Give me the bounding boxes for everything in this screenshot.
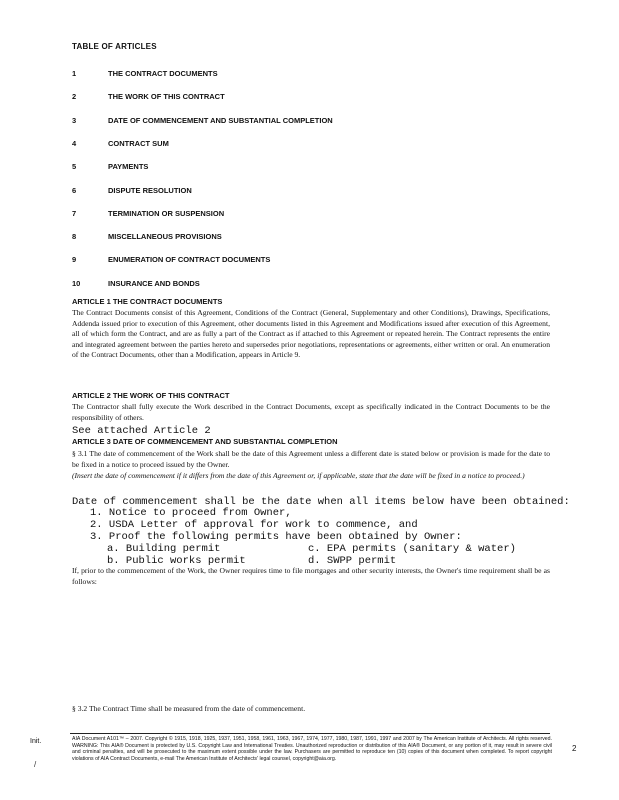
commencement-item-1: 1. Notice to proceed from Owner, <box>90 507 292 519</box>
toc-item-label: CONTRACT SUM <box>108 138 169 148</box>
article-3-heading: ARTICLE 3 DATE OF COMMENCEMENT AND SUBSTANTIAL COMPLETION <box>72 437 338 446</box>
toc-item-number: 6 <box>72 185 77 195</box>
toc-item-label: THE CONTRACT DOCUMENTS <box>108 69 218 78</box>
toc-item-label: MISCELLANEOUS PROVISIONS <box>108 232 222 242</box>
initials-label: Init. <box>30 738 42 745</box>
toc-item-number: 10 <box>72 278 81 288</box>
toc-item-label: DATE OF COMMENCEMENT AND SUBSTANTIAL COMPLETION <box>108 115 333 125</box>
toc-item-label: TERMINATION OR SUSPENSION <box>108 208 225 218</box>
page-number: 2 <box>572 744 577 753</box>
article-1-body: The Contract Documents consist of this Agreement, Conditions of the Contract (General, Supplementary and other Conditions), Drawings, Specifications, Addenda issued prior to execution of this Agreement, other documents listed in this Agreement and Modifications issued after execution of this Agreement, all of which form the Contract, and are as fully a part of the Contract as if attached to this Agreement or repeated herein. The Contract represents the entire and integrated agreement between the parties hereto and supersedes prior negotiations, representations or agreements, either written or oral. An enumeration of the Contract Documents, other than a Modification, appears in Article 9. <box>72 308 550 360</box>
toc-item-number: 1 <box>72 69 77 78</box>
toc-item-label: INSURANCE AND BONDS <box>108 278 200 288</box>
toc-item-number: 4 <box>72 138 77 148</box>
section-3-1-owner-time: If, prior to the commencement of the Work, the Owner requires time to file mortgages and other security interests, the Owner's time requirement shall be as follows: <box>72 566 550 586</box>
section-3-1-text: § 3.1 The date of commencement of the Work shall be the date of this Agreement unless a different date is stated below or provision is made for the date to be fixed in a notice to proceed issued by the Owner. <box>72 449 550 469</box>
footer-rule <box>70 733 550 734</box>
permit-b: b. Public works permit <box>107 555 246 567</box>
article-1-heading: ARTICLE 1 THE CONTRACT DOCUMENTS <box>72 297 223 306</box>
toc-item-number: 3 <box>72 115 77 125</box>
permit-c: c. EPA permits (sanitary & water) <box>308 543 516 555</box>
toc-item-number: 9 <box>72 255 77 265</box>
toc-title: TABLE OF ARTICLES <box>72 42 157 51</box>
permit-d: d. SWPP permit <box>308 555 397 567</box>
article-2-typed-note: See attached Article 2 <box>72 425 211 437</box>
article-2-heading: ARTICLE 2 THE WORK OF THIS CONTRACT <box>72 391 230 400</box>
permit-a: a. Building permit <box>107 543 221 555</box>
toc-item-number: 7 <box>72 208 77 218</box>
toc-item-number: 8 <box>72 232 77 242</box>
article-2-body: The Contractor shall fully execute the Work described in the Contract Documents, except as specifically indicated in the Contract Documents to be the responsibility of others. <box>72 402 550 422</box>
section-3-2-text: § 3.2 The Contract Time shall be measured from the date of commencement. <box>72 704 306 713</box>
commencement-item-2: 2. USDA Letter of approval for work to commence, and <box>90 519 418 531</box>
toc-item-label: PAYMENTS <box>108 162 149 172</box>
toc-item-label: ENUMERATION OF CONTRACT DOCUMENTS <box>108 255 271 265</box>
footer-copyright: AIA Document A101™ – 2007. Copyright © 1915, 1918, 1925, 1937, 1951, 1958, 1961, 1963, 1967, 1974, 1977, 1980, 1987, 1991, 1997 and 2007 by The American Institute of Architects. All rights reserved. WARNING: This AIA® Document is protected by U.S. Copyright Law and International Treaties. Unauthorized reproduction or distribution of this AIA® Document, or any portion of it, may result in severe civil and criminal penalties, and will be prosecuted to the maximum extent possible under the law. Purchasers are permitted to reproduce ten (10) copies of this document when completed. To report copyright violations of AIA Contract Documents, e-mail The American Institute of Architects' legal counsel, copyright@aia.org. <box>72 736 552 762</box>
toc-item-number: 5 <box>72 162 77 172</box>
toc-item-label: THE WORK OF THIS CONTRACT <box>108 92 225 102</box>
initials-mark: / <box>34 760 37 769</box>
commencement-item-3: 3. Proof the following permits have been obtained by Owner: <box>90 531 462 543</box>
section-3-1-instructions: (Insert the date of commencement if it differs from the date of this Agreement or, if applicable, state that the date will be fixed in a notice to proceed.) <box>72 471 525 480</box>
toc-item-label: DISPUTE RESOLUTION <box>108 185 192 195</box>
toc-item-number: 2 <box>72 92 77 102</box>
commencement-intro: Date of commencement shall be the date when all items below have been obtained: <box>72 496 570 508</box>
